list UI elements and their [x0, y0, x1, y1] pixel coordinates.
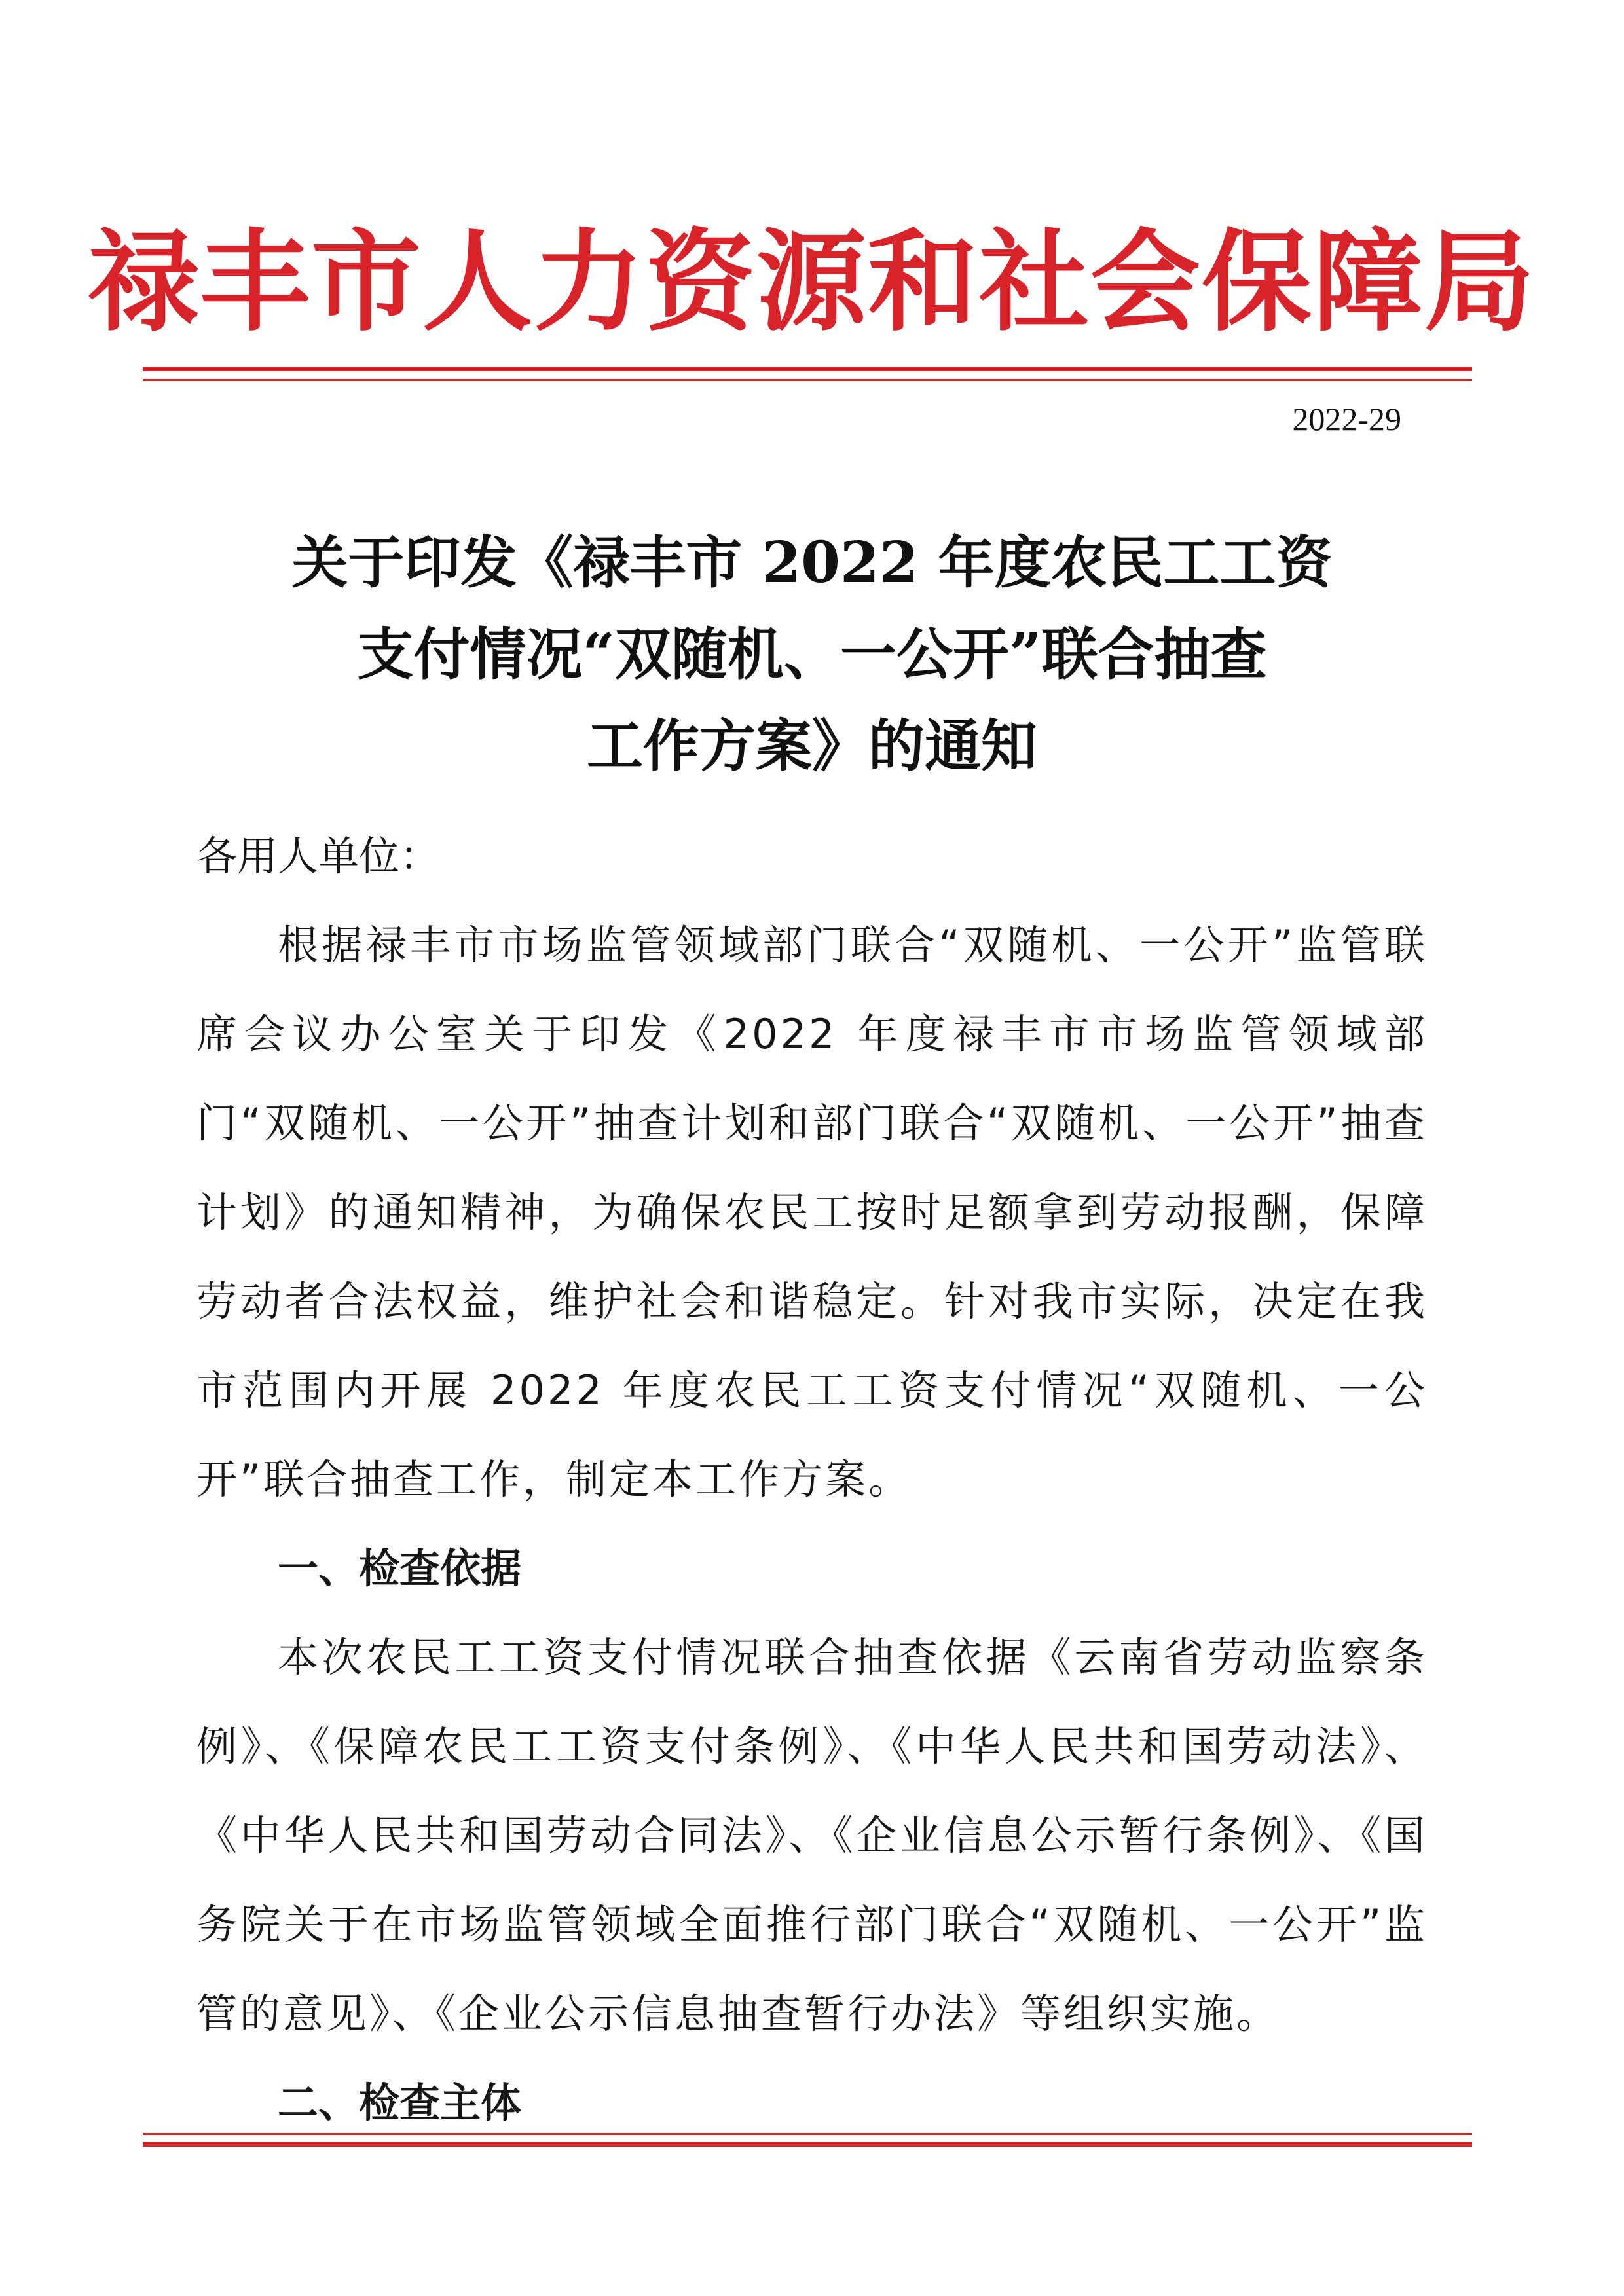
paragraph-basis: 本次农民工工资支付情况联合抽查依据《云南省劳动监察条例》、《保障农民工工资支付条例》、《中华人民共和国劳动法》、《中华人民共和国劳动合同法》、《企业信息公示暂行条例》、《国务院关于在市场监管领域全面推行部门联合“双随机、一公开”监管的意见》、《企业公示信息抽查暂行办法》等组织实施。	[196, 1633, 1428, 2037]
document-number: 2022-29	[1292, 401, 1401, 437]
letterhead-org-name: 禄丰市人力资源和社会保障局	[88, 217, 1536, 346]
title-line-1: 关于印发《禄丰市 2022 年度农民工工资	[291, 530, 1333, 596]
document-title	[131, 517, 1493, 792]
paragraph-intro: 根据禄丰市市场监管领域部门联合“双随机、一公开”监管联席会议办公室关于印发《2022 年度禄丰市市场监管领域部门“双随机、一公开”抽查计划和部门联合“双随机、一公开”抽查计划》的通知精神，为确保农民工按时足额拿到劳动报酬，保障劳动者合法权益，维护社会和谐稳定。针对我市实际，决定在我市范围内开展 2022 年度农民工工资支付情况“双随机、一公开”联合抽查工作，制定本工作方案。	[196, 921, 1428, 1503]
footer-red-rule-thick	[143, 2142, 1472, 2147]
letterhead-red-rule-thick	[143, 367, 1472, 371]
footer-red-rule-thin	[143, 2133, 1472, 2135]
section-heading-1: 一、检查依据	[278, 1544, 522, 1592]
title-line-2: 支付情况“双随机、一公开”联合抽查	[357, 621, 1267, 687]
salutation: 各用人单位：	[196, 832, 441, 880]
section-heading-2: 二、检查主体	[278, 2079, 522, 2126]
document-body	[196, 812, 1428, 2147]
title-line-3: 工作方案》的通知	[587, 713, 1037, 779]
letterhead-red-rule-thin	[143, 379, 1472, 381]
